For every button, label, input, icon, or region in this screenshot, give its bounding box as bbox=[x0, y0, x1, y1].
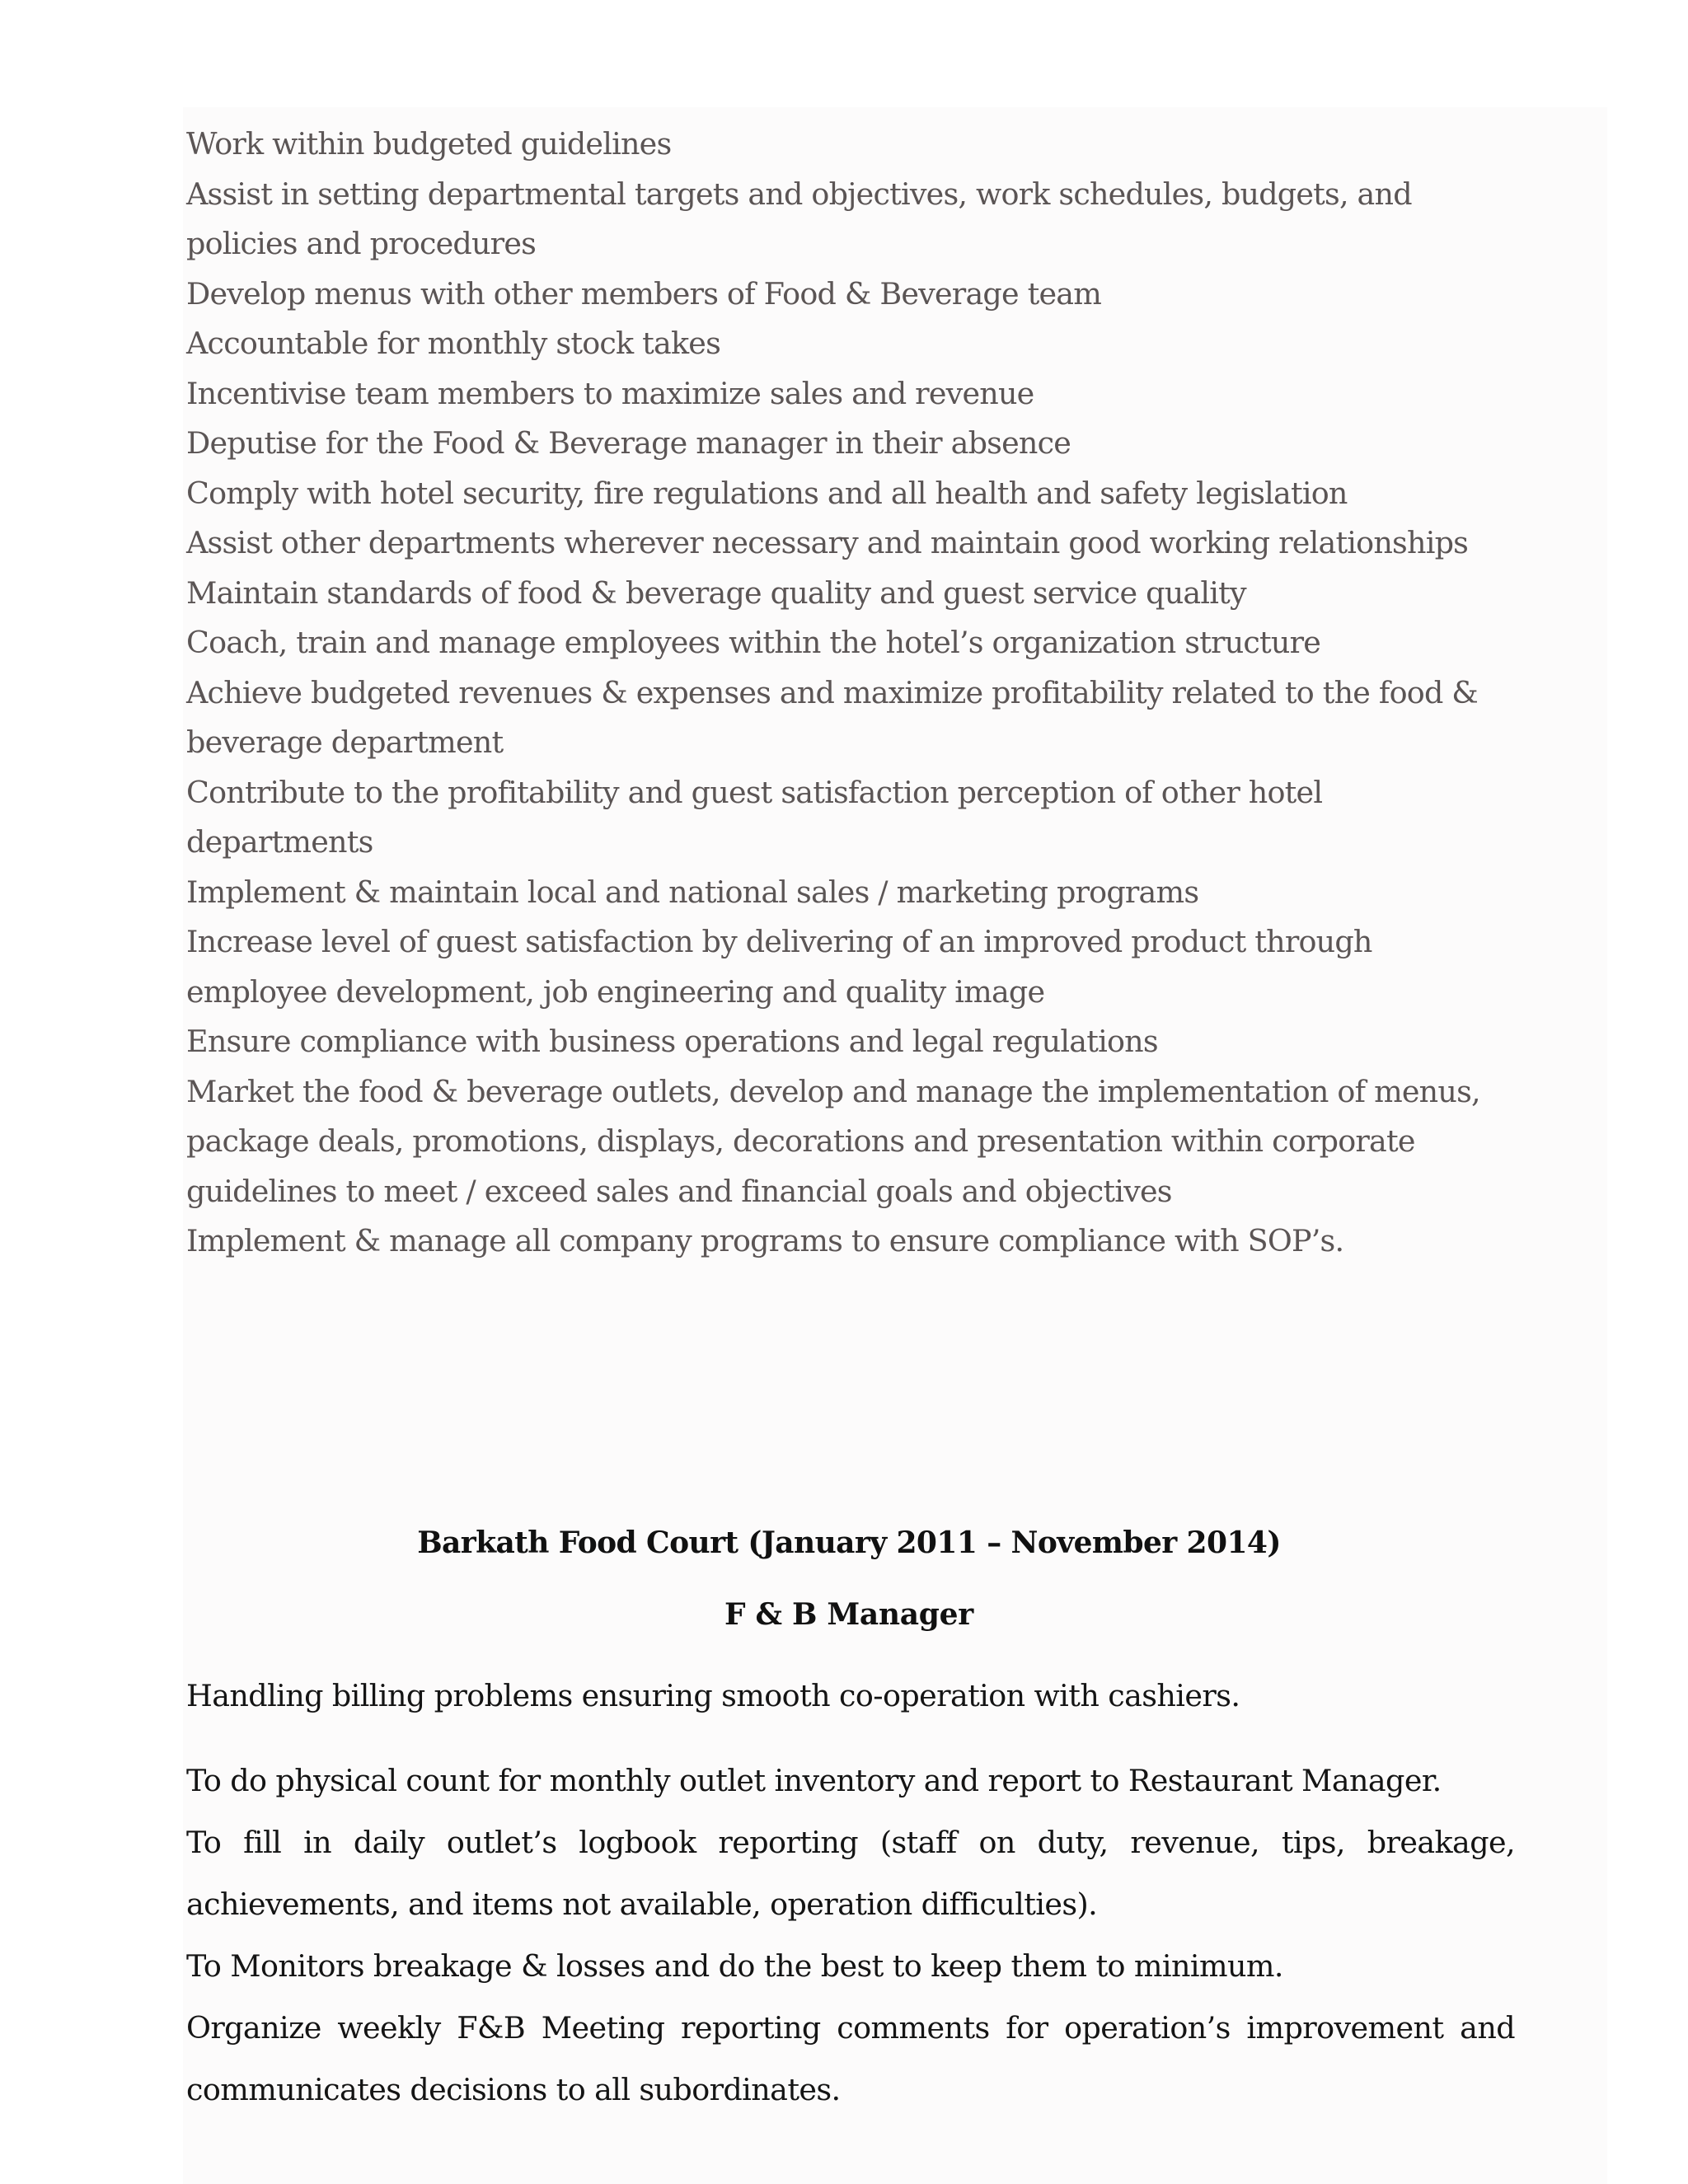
company-heading: Barkath Food Court (January 2011 – November 2014) bbox=[417, 1526, 1281, 1560]
responsibility-item: To fill in daily outlet’s logbook reporting (staff on duty, revenue, tips, breakage, achievements, and items not available, operation difficulties). bbox=[186, 1825, 1515, 1922]
responsibility-item: To Monitors breakage & losses and do the best to keep them to minimum. bbox=[186, 1948, 1283, 1984]
duty-item: Coach, train and manage employees within the hotel’s organization structure bbox=[186, 625, 1321, 660]
duty-item: Implement & maintain local and national sales / marketing programs bbox=[186, 874, 1199, 910]
duty-item: Incentivise team members to maximize sales and revenue bbox=[186, 375, 1034, 411]
duty-item: Implement & manage all company programs to ensure compliance with SOP’s. bbox=[186, 1223, 1344, 1258]
duty-item: Assist in setting departmental targets and objectives, work schedules, budgets, and policies and procedures bbox=[186, 176, 1412, 261]
duty-item: Contribute to the profitability and guest satisfaction perception of other hotel departments bbox=[186, 774, 1323, 860]
duty-item: Ensure compliance with business operations and legal regulations bbox=[186, 1024, 1158, 1059]
duty-item: Deputise for the Food & Beverage manager in their absence bbox=[186, 425, 1071, 461]
responsibility-item: To do physical count for monthly outlet inventory and report to Restaurant Manager. bbox=[186, 1763, 1442, 1798]
duty-item: Comply with hotel security, fire regulations and all health and safety legislation bbox=[186, 475, 1348, 511]
job-title: F & B Manager bbox=[724, 1597, 973, 1632]
duty-item: Assist other departments wherever necessary and maintain good working relationships bbox=[186, 525, 1469, 560]
duty-item: Maintain standards of food & beverage quality and guest service quality bbox=[186, 574, 1246, 611]
duty-item: Increase level of guest satisfaction by delivering of an improved product through employee development, job engineering and quality image bbox=[186, 924, 1372, 1010]
responsibility-item: Handling billing problems ensuring smooth co-operation with cashiers. bbox=[186, 1678, 1240, 1713]
duty-item: Achieve budgeted revenues & expenses and maximize profitability related to the food & beverage department bbox=[186, 674, 1478, 760]
duty-item: Market the food & beverage outlets, develop and manage the implementation of menus, package deals, promotions, displays, decorations and presentation within corporate guidelines to meet / exceed sales and financial goals and objectives bbox=[186, 1073, 1480, 1209]
responsibilities-list bbox=[186, 1675, 1515, 2121]
duty-item: Accountable for monthly stock takes bbox=[186, 326, 721, 361]
previous-role-duties-list bbox=[186, 120, 1497, 1267]
duty-item: Develop menus with other members of Food & Beverage team bbox=[186, 275, 1102, 312]
responsibility-item: Organize weekly F&B Meeting reporting comments for operation’s improvement and communicates decisions to all subordinates. bbox=[186, 2010, 1515, 2107]
duty-item: Work within budgeted guidelines bbox=[186, 126, 672, 162]
